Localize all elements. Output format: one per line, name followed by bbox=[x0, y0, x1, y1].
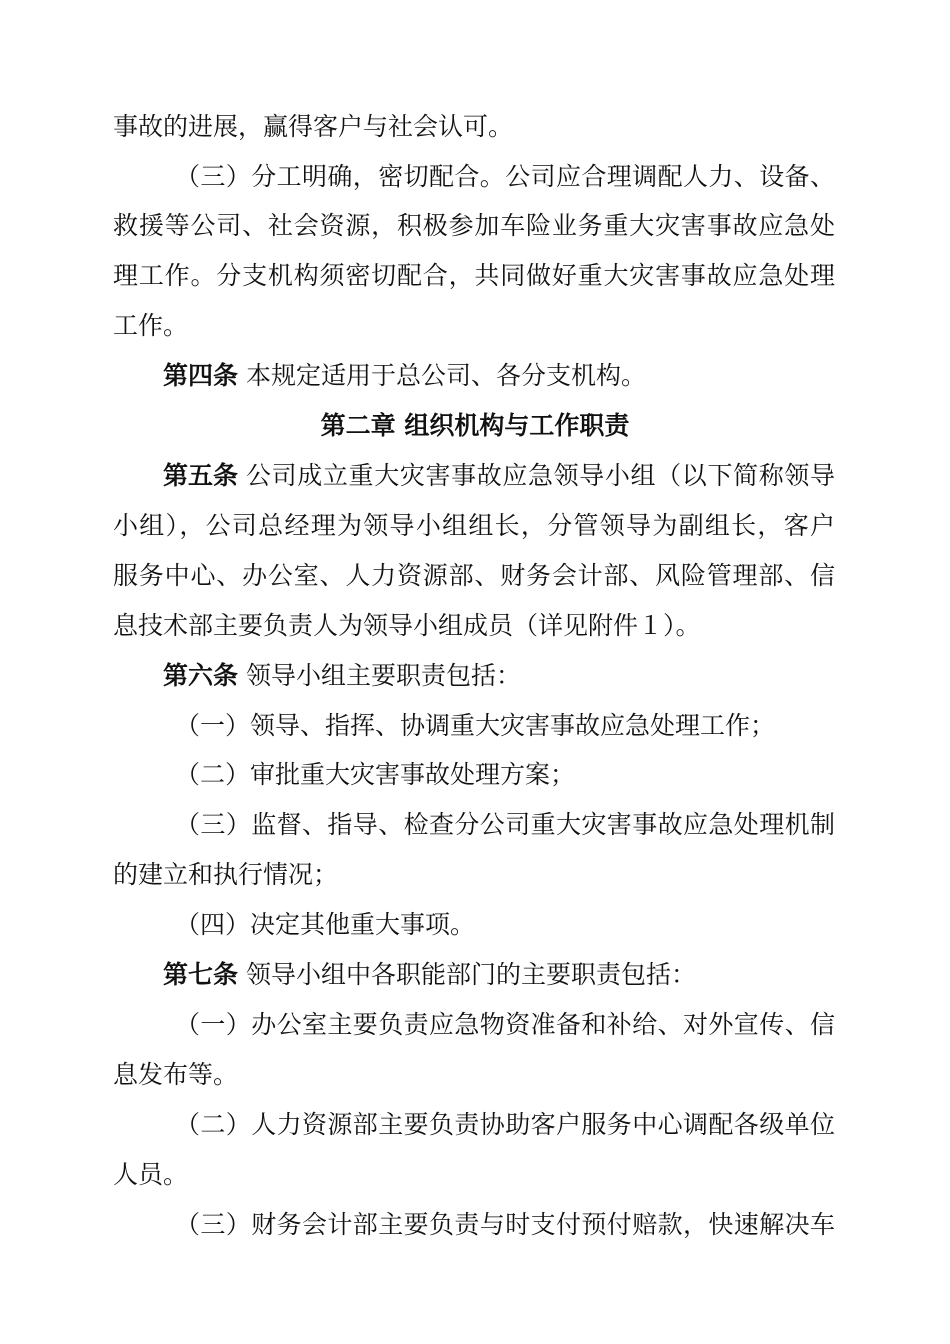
paragraph-line: 工作。 bbox=[113, 311, 189, 340]
list-item: （二）人力资源部主要负责协助客户服务中心调配各级单位 bbox=[175, 1110, 835, 1139]
paragraph-line: 理工作。分支机构须密切配合，共同做好重大灾害事故应急处理 bbox=[113, 261, 835, 290]
list-item: （二）审批重大灾害事故处理方案； bbox=[175, 760, 576, 789]
paragraph-line: （三）分工明确，密切配合。公司应合理调配人力、设备、 bbox=[175, 162, 835, 191]
article-number: 第四条 bbox=[163, 361, 239, 390]
article-text: 本规定适用于总公司、各分支机构。 bbox=[245, 361, 646, 390]
article-seven bbox=[163, 958, 696, 992]
paragraph-line: 服务中心、办公室、人力资源部、财务会计部、风险管理部、信 bbox=[113, 561, 835, 590]
paragraph-line: 的建立和执行情况； bbox=[113, 860, 339, 889]
article-number: 第六条 bbox=[163, 661, 239, 690]
paragraph-line: 小组），公司总经理为领导小组组长，分管领导为副组长，客户 bbox=[113, 511, 835, 540]
list-item: （三）财务会计部主要负责与时支付预付赔款，快速解决车 bbox=[175, 1210, 835, 1239]
paragraph-line: 人员。 bbox=[113, 1160, 189, 1189]
paragraph-line: 救援等公司、社会资源，积极参加车险业务重大灾害事故应急处 bbox=[113, 211, 835, 240]
article-number: 第七条 bbox=[163, 960, 239, 989]
paragraph-line: 息技术部主要负责人为领导小组成员（详见附件１）。 bbox=[113, 611, 701, 640]
article-number: 第五条 bbox=[163, 461, 239, 490]
article-five bbox=[163, 459, 835, 493]
paragraph-line: 息发布等。 bbox=[113, 1060, 239, 1089]
list-item: （一）办公室主要负责应急物资准备和补给、对外宣传、信 bbox=[175, 1010, 835, 1039]
article-text: 领导小组主要职责包括： bbox=[245, 661, 521, 690]
article-text: 公司成立重大灾害事故应急领导小组（以下简称领导 bbox=[246, 461, 835, 490]
list-item: （四）决定其他重大事项。 bbox=[175, 910, 476, 939]
list-item: （三）监督、指导、检查分公司重大灾害事故应急处理机制 bbox=[175, 810, 835, 839]
article-six bbox=[163, 659, 521, 693]
article-text: 领导小组中各职能部门的主要职责包括： bbox=[245, 960, 696, 989]
chapter-heading: 第二章 组织机构与工作职责 bbox=[320, 411, 630, 440]
list-item: （一）领导、指挥、协调重大灾害事故应急处理工作； bbox=[175, 711, 776, 740]
paragraph-line: 事故的进展，赢得客户与社会认可。 bbox=[113, 112, 514, 141]
article-four bbox=[163, 359, 646, 393]
